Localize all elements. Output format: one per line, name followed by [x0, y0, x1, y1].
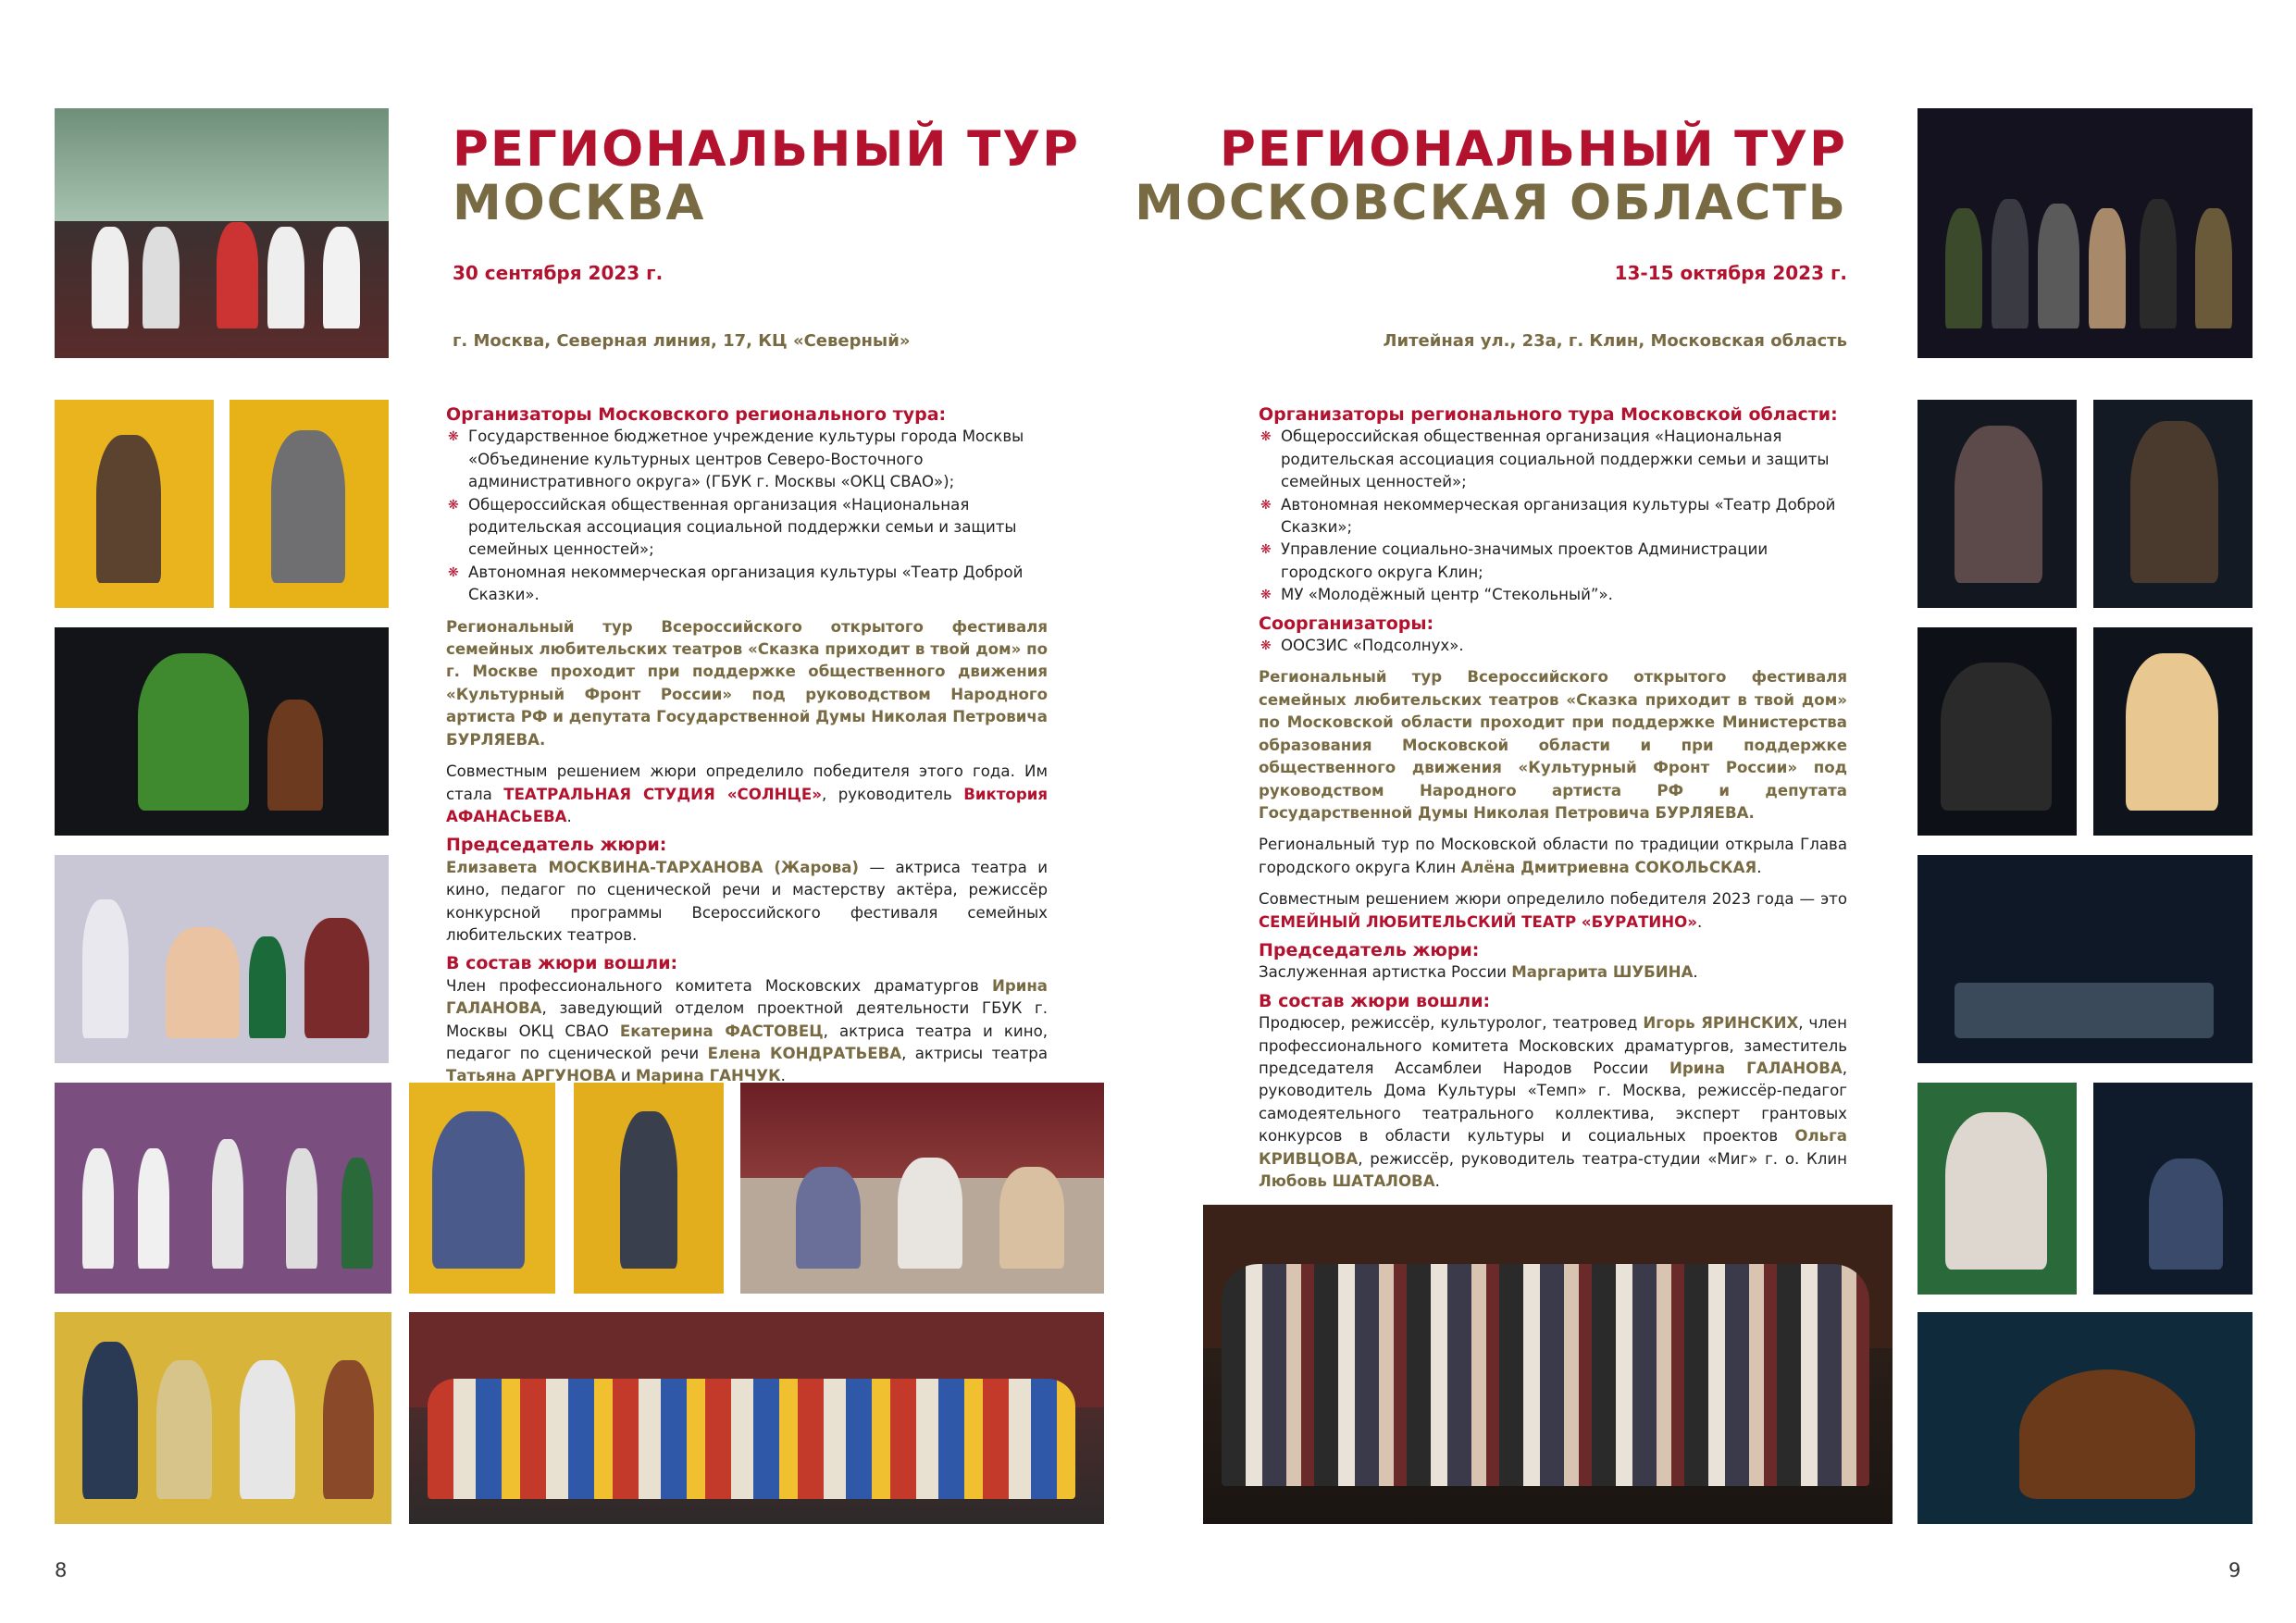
jury-member-name: Ирина ГАЛАНОВА [1669, 1059, 1843, 1077]
jury-text: Продюсер, режиссёр, культуролог, театровед [1259, 1014, 1644, 1033]
right-opening-text [1259, 834, 1847, 879]
left-page-number: 8 [55, 1559, 68, 1581]
left-winner-end: . [566, 807, 572, 825]
right-opening-name: Алёна Дмитриевна СОКОЛЬСКАЯ [1460, 858, 1757, 876]
right-title-line2: МОСКОВСКАЯ ОБЛАСТЬ [1135, 175, 1847, 231]
jury-member-name: Ирина ГАЛАНОВА [446, 976, 1048, 1018]
jury-member-name: Марина ГАНЧУК [635, 1067, 781, 1085]
photo-horse-scene [1917, 1312, 2253, 1524]
jury-member-name: Елена КОНДРАТЬЕВА [707, 1044, 902, 1062]
left-text-column [446, 398, 1048, 1088]
jury-member-name: Любовь ШАТАЛОВА [1259, 1172, 1435, 1190]
left-title-line2: МОСКВА [453, 175, 706, 231]
jury-text: , член профессионального комитета Московских драматургов, заместитель председателя Ассамблеи Народов России [1259, 1014, 1847, 1077]
right-chair-name: Маргарита ШУБИНА [1511, 963, 1694, 982]
photo-stage-children [55, 108, 389, 358]
jury-text: и [615, 1067, 636, 1085]
right-organizer-item: ❋ МУ «Молодёжный центр “Стекольный”». [1259, 584, 1847, 606]
right-date: 13-15 октября 2023 г. [1614, 262, 1847, 284]
right-winner-text [1259, 888, 1847, 934]
left-organizer-item: ❋ Государственное бюджетное учреждение культуры города Москвы «Объединение культурных центров Северо-Восточного административного округа» (ГБУК г. Москвы «ОКЦ СВАО»); [446, 426, 1048, 493]
right-organizer-item: ❋ Управление социально-значимых проектов Администрации городского округа Клин; [1259, 539, 1847, 584]
left-organizer-item: ❋ Автономная некоммерческая организация культуры «Театр Доброй Сказки». [446, 562, 1048, 607]
left-winner-pre: Совместным решением жюри определило победителя этого года. Им стала [446, 762, 1048, 803]
left-winner-leader: Виктория АФАНАСЬЕВА [446, 785, 1048, 825]
right-organizers-heading: Организаторы регионального тура Московской области: [1259, 404, 1838, 425]
photo-host-man [230, 400, 389, 608]
left-chair-desc: — актриса театра и кино, педагог по сценической речи и мастерству актёра, режиссёр конкурсной программы Всероссийского фестиваля семейных любительских театров. [446, 858, 1048, 944]
right-coorganizer-item: ❋ ООСЗИС «Подсолнух». [1259, 635, 1847, 657]
right-coorg-heading: Соорганизаторы: [1259, 613, 1434, 634]
photo-woman-prize-bag [1917, 1083, 2077, 1295]
left-winner-mid: , руководитель [821, 785, 964, 803]
left-winner-text [446, 761, 1048, 828]
jury-text: . [1434, 1172, 1440, 1190]
right-jury-text [1259, 1012, 1847, 1193]
right-support-text: Региональный тур Всероссийского открытого фестиваля семейных любительских театров «Сказка приходит в твой дом» по Московской области проходит при поддержке Министерства образования Московской области и при поддержке общественного движения «Культурный Фронт России» под руководством Народного артиста РФ и депутата Государственной Думы Николая Петровича БУРЛЯЕВА. [1259, 668, 1847, 822]
jury-text: . [780, 1067, 786, 1085]
left-winner-name: ТЕАТРАЛЬНАЯ СТУДИЯ «СОЛНЦЕ» [503, 785, 822, 803]
right-winner-name: СЕМЕЙНЫЙ ЛЮБИТЕЛЬСКИЙ ТЕАТР «БУРАТИНО» [1259, 912, 1698, 931]
left-chair-name: Елизавета МОСКВИНА-ТАРХАНОВА (Жарова) [446, 858, 860, 876]
photo-host-woman [55, 400, 214, 608]
photo-teens-stage [55, 1083, 391, 1294]
left-date: 30 сентября 2023 г. [453, 262, 664, 284]
right-title-line1: РЕГИОНАЛЬНЫЙ ТУР [1220, 121, 1847, 178]
left-support-text: Региональный тур Всероссийского открытого фестиваля семейных любительских театров «Сказка приходит в твой дом» по г. Москве проходит при поддержке общественного движения «Культурный Фронт России» под руководством Народного артиста РФ и депутата Государственной Думы Николая Петровича БУРЛЯЕВА. [446, 617, 1048, 749]
right-page-number: 9 [2228, 1559, 2241, 1581]
photo-woman-mic-dark [1917, 400, 2077, 608]
left-title-line1: РЕГИОНАЛЬНЫЙ ТУР [453, 121, 1080, 178]
photo-award-ceremony [55, 1312, 391, 1524]
photo-jury-stage [1917, 108, 2253, 358]
left-jury-text [446, 975, 1048, 1088]
jury-member-name: Ольга КРИВЦОВА [1259, 1127, 1847, 1168]
right-winner-end: . [1697, 912, 1703, 931]
photo-woman-yellow-jacket [2093, 627, 2253, 836]
photo-performance-costume [55, 627, 389, 836]
right-organizer-item: ❋ Общероссийская общественная организация «Национальная родительская ассоциация социальной поддержки семьи и защиты семейных ценностей»; [1259, 426, 1847, 493]
photo-performance-ball [55, 855, 389, 1063]
photo-woman-mic [409, 1083, 555, 1294]
jury-text: , режиссёр, руководитель театра-студии «Миг» г. о. Клин [1358, 1149, 1847, 1168]
photo-puppet-scene [2093, 1083, 2253, 1295]
jury-member-name: Татьяна АРГУНОВА [446, 1067, 616, 1085]
right-text-column [1259, 398, 1847, 1193]
right-chair-end: . [1693, 963, 1698, 982]
photo-group-left [409, 1312, 1104, 1524]
left-chair-text [446, 857, 1048, 948]
right-jury-heading: В состав жюри вошли: [1259, 990, 1491, 1011]
jury-text: , заведующий отделом проектной деятельности ГБУК г. Москвы ОКЦ СВАО [446, 999, 1048, 1040]
jury-text: , актрисы театра [901, 1044, 1048, 1062]
jury-text: Член профессионального комитета Московских драматургов [446, 976, 992, 995]
left-chair-heading: Председатель жюри: [446, 835, 667, 856]
right-chair-text [1259, 961, 1847, 984]
photo-group-right [1203, 1205, 1893, 1524]
right-organizer-item: ❋ Автономная некоммерческая организация культуры «Театр Доброй Сказки»; [1259, 494, 1847, 539]
photo-man-mic [574, 1083, 724, 1294]
jury-member-name: Екатерина ФАСТОВЕЦ [619, 1022, 824, 1040]
photo-candle-scene [1917, 855, 2253, 1063]
right-address: Литейная ул., 23а, г. Клин, Московская область [1383, 331, 1847, 351]
right-chair-heading: Председатель жюри: [1259, 939, 1480, 960]
photo-jury-table [740, 1083, 1104, 1294]
photo-woman-smiling [1917, 627, 2077, 836]
jury-member-name: Игорь ЯРИНСКИХ [1643, 1014, 1799, 1033]
left-jury-heading: В состав жюри вошли: [446, 953, 678, 974]
right-chair-pre: Заслуженная артистка России [1259, 963, 1512, 982]
right-opening-end: . [1756, 858, 1762, 876]
photo-man-mic-dark [2093, 400, 2253, 608]
right-winner-pre: Совместным решением жюри определило победителя 2023 года — это [1259, 890, 1847, 909]
left-organizers-heading: Организаторы Московского регионального тура: [446, 404, 947, 425]
left-organizer-item: ❋ Общероссийская общественная организация «Национальная родительская ассоциация социальной поддержки семьи и защиты семейных ценностей»; [446, 494, 1048, 562]
jury-text: , руководитель Дома Культуры «Темп» г. Москва, режиссёр-педагог самодеятельного театрального коллектива, эксперт грантовых конкурсов в области культуры и социальных проектов [1259, 1059, 1847, 1146]
right-opening-pre: Региональный тур по Московской области по традиции открыла Глава городского округа Клин [1259, 836, 1847, 876]
jury-text: , актриса театра и кино, педагог по сценической речи [446, 1022, 1048, 1062]
left-address: г. Москва, Северная линия, 17, КЦ «Северный» [453, 331, 911, 351]
